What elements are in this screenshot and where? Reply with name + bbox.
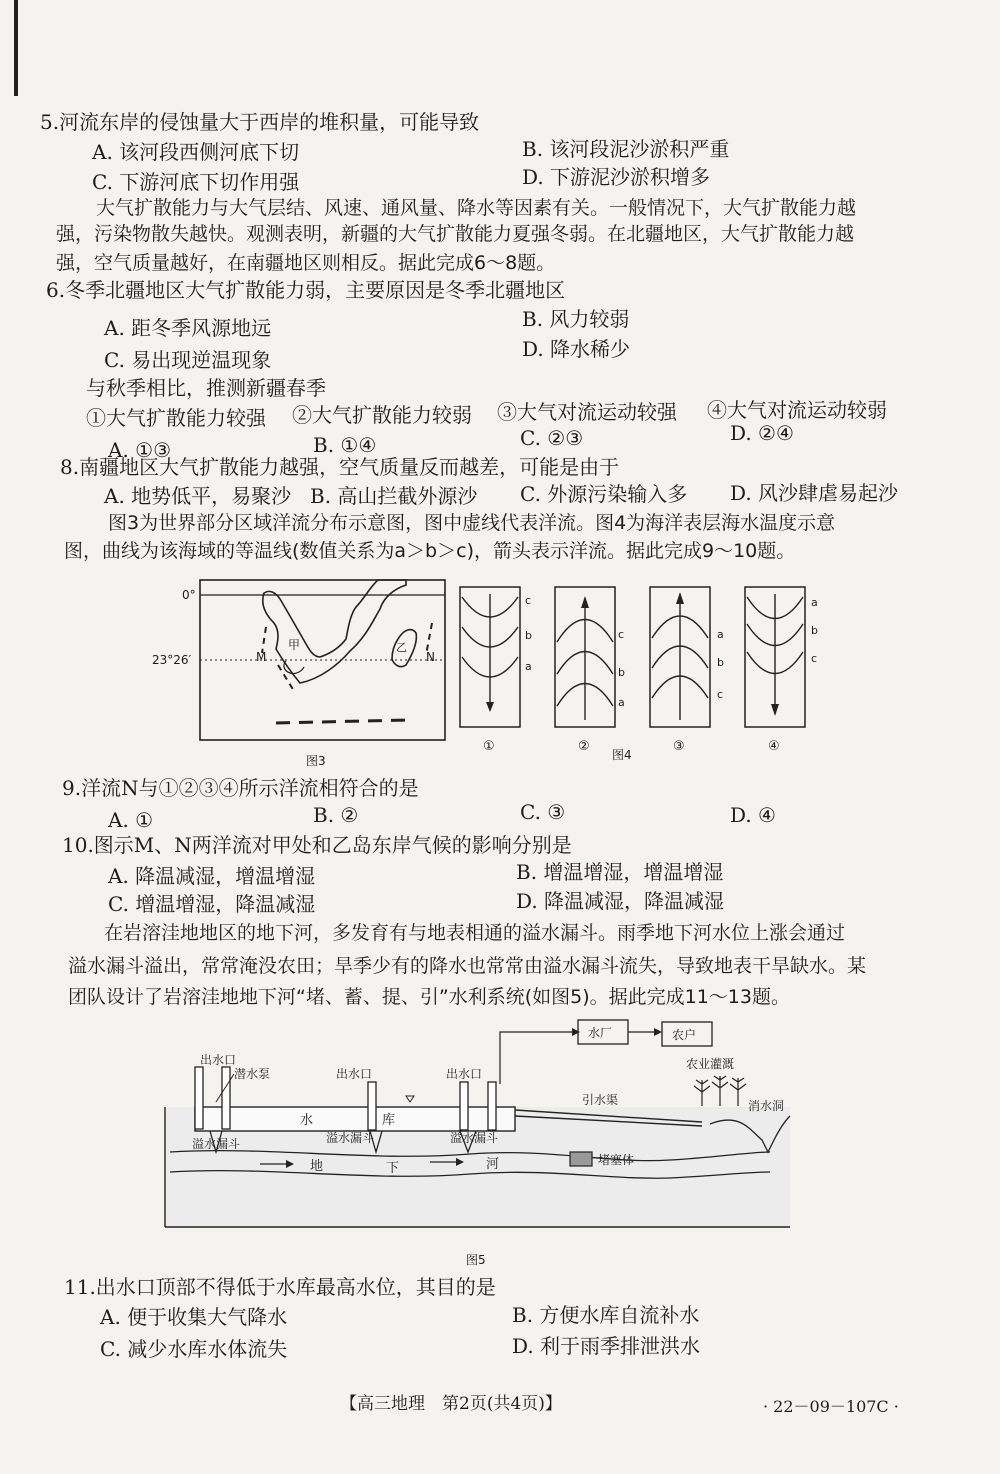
outlet-3-pipe (460, 1082, 468, 1130)
label-n: N (426, 650, 435, 664)
passage3-line3: 团队设计了岩溶洼地地下河“堵、蓄、提、引”水利系统(如图5)。据此完成11～13题。 (68, 986, 790, 1008)
q7-option-a: A. ①③ (108, 438, 172, 462)
q6-option-a: A. 距冬季风源地远 (104, 316, 272, 340)
panel-2-number: ② (578, 739, 590, 754)
q7-option-b: B. ①④ (313, 433, 377, 457)
funnel-1-label: 溢水漏斗 (192, 1137, 241, 1151)
q8-option-a: A. 地势低平，易聚沙 (104, 484, 292, 508)
q7-statement-1: ①大气扩散能力较强 (86, 406, 266, 430)
panel-1-number: ① (483, 739, 495, 754)
lat-0-label: 0° (182, 588, 196, 602)
panel-3-label-b: b (717, 656, 724, 669)
figure-3-caption: 图3 (306, 754, 326, 768)
river-label-1: 地 (310, 1159, 324, 1174)
q6-option-d: D. 降水稀少 (522, 337, 631, 361)
outlet-3-label: 出水口 (446, 1067, 483, 1081)
q11-option-c: C. 减少水库水体流失 (100, 1337, 288, 1361)
q10-option-b: B. 增温增湿，增温增湿 (516, 860, 724, 884)
passage3-line2: 溢水漏斗溢出，常常淹没农田；旱季少有的降水也常常由溢水漏斗流失，导致地表干旱缺水。某 (68, 955, 867, 977)
q7-statement-2: ②大气扩散能力较弱 (292, 403, 472, 427)
q6-option-b: B. 风力较弱 (522, 307, 630, 331)
q5-option-c: C. 下游河底下切作用强 (92, 170, 300, 194)
canal-label: 引水渠 (582, 1093, 619, 1107)
passage2-line2: 图，曲线为该海域的等温线(数值关系为a＞b＞c)，箭头表示洋流。据此完成9～10题。 (64, 540, 796, 562)
river-label-3: 河 (486, 1157, 500, 1172)
panel-3-label-a: a (717, 628, 724, 641)
q5-option-a: A. 该河段西侧河底下切 (92, 140, 300, 164)
footer-code: · 22－09－107C · (763, 1397, 899, 1416)
reservoir-label-2: 库 (382, 1113, 396, 1128)
q10-option-c: C. 增温增湿，降温减湿 (108, 892, 316, 916)
q10-option-a: A. 降温减湿，增温增湿 (108, 864, 316, 888)
q11-option-d: D. 利于雨季排泄洪水 (512, 1334, 701, 1358)
label-jia: 甲 (288, 638, 301, 652)
q9-option-c: C. ③ (520, 800, 566, 824)
q6-stem: 6.冬季北疆地区大气扩散能力弱，主要原因是冬季北疆地区 (46, 278, 566, 302)
figure-4-caption: 图4 (612, 748, 632, 762)
panel-4-number: ④ (768, 739, 780, 754)
q8-stem: 8.南疆地区大气扩散能力越强，空气质量反而越差，可能是由于 (60, 455, 620, 479)
q11-option-a: A. 便于收集大气降水 (100, 1305, 288, 1329)
label-m: M (256, 650, 267, 664)
q7-stem: 与秋季相比，推测新疆春季 (86, 376, 326, 400)
q9-option-b: B. ② (313, 803, 359, 827)
q5-option-b: B. 该河段泥沙淤积严重 (522, 137, 730, 161)
figure-5-diagram (150, 1012, 830, 1272)
block-label: 堵塞体 (598, 1153, 635, 1167)
q8-option-d: D. 风沙肆虐易起沙 (730, 481, 899, 505)
blocking-body (570, 1152, 592, 1166)
outlet-1-pipe (195, 1067, 203, 1129)
margin-mark (14, 0, 18, 96)
q7-option-c: C. ②③ (520, 426, 584, 450)
sink-label: 消水洞 (748, 1099, 785, 1113)
panel-4-label-a: a (811, 596, 818, 609)
pipe-to-plant-head (572, 1028, 580, 1036)
panel-3-label-c: c (717, 688, 724, 701)
plant-to-farm-head (654, 1028, 662, 1036)
q9-option-a: A. ① (108, 808, 154, 832)
outlet-1-label: 出水口 (200, 1053, 237, 1067)
q7-option-d: D. ②④ (730, 421, 794, 445)
panel-4-label-c: c (811, 652, 818, 665)
q10-stem: 10.图示M、N两洋流对甲处和乙岛东岸气候的影响分别是 (62, 833, 572, 857)
figure-3-map (152, 575, 460, 770)
outlet-1b-pipe (222, 1067, 230, 1129)
panel-1-arrow-head (486, 702, 494, 712)
panel-2-label-b: b (618, 666, 625, 679)
outlet-2-pipe (368, 1082, 376, 1130)
panel-2-arrow-head (581, 596, 589, 608)
q6-option-c: C. 易出现逆温现象 (104, 348, 272, 372)
lat-2326-label: 23°26′ (152, 653, 192, 667)
q8-option-c: C. 外源污染输入多 (520, 482, 688, 506)
q7-statement-3: ③大气对流运动较强 (497, 400, 677, 424)
passage1-line1: 大气扩散能力与大气层结、风速、通风量、降水等因素有关。一般情况下，大气扩散能力越 (96, 197, 857, 219)
water-plant-label: 水厂 (588, 1026, 613, 1040)
reservoir-label-1: 水 (300, 1113, 314, 1128)
figure-4-panels (455, 582, 835, 767)
outlet-2-label: 出水口 (336, 1067, 373, 1081)
passage2-line1: 图3为世界部分区域洋流分布示意图，图中虚线代表洋流。图4为海洋表层海水温度示意 (108, 512, 836, 534)
q8-option-b: B. 高山拦截外源沙 (310, 484, 478, 508)
panel-1-label-b: b (525, 629, 532, 642)
q9-stem: 9.洋流N与①②③④所示洋流相符合的是 (62, 776, 419, 800)
footer-title: 【高三地理 第2页(共4页)】 (340, 1394, 562, 1414)
passage1-line3: 强，空气质量越好，在南疆地区则相反。据此完成6～8题。 (56, 252, 556, 274)
panel-2-label-a: a (618, 696, 625, 709)
funnel-2-label: 溢水漏斗 (326, 1131, 375, 1145)
irrigation-label: 农业灌溉 (686, 1057, 735, 1071)
q11-stem: 11.出水口顶部不得低于水库最高水位，其目的是 (64, 1275, 496, 1299)
water-level-mark (406, 1096, 414, 1102)
panel-2-label-c: c (618, 628, 625, 641)
q9-option-d: D. ④ (730, 803, 776, 827)
q10-option-d: D. 降温减湿，降温减湿 (516, 889, 725, 913)
river-label-2: 下 (386, 1161, 400, 1176)
panel-1-label-a: a (525, 660, 532, 673)
panel-3-arrow-head (676, 592, 684, 604)
passage3-line1: 在岩溶洼地地区的地下河，多发育有与地表相通的溢水漏斗。雨季地下河水位上涨会通过 (104, 922, 846, 944)
q5-stem: 5.河流东岸的侵蚀量大于西岸的堆积量，可能导致 (40, 110, 480, 134)
pipe-to-plant (500, 1032, 578, 1084)
q5-option-d: D. 下游泥沙淤积增多 (522, 165, 711, 189)
q11-option-b: B. 方便水库自流补水 (512, 1303, 700, 1327)
panel-4-arrow-head (771, 704, 779, 716)
passage1-line2: 强，污染物散失越快。观测表明，新疆的大气扩散能力夏强冬弱。在北疆地区，大气扩散能力越 (56, 223, 855, 245)
irrigation-plants (694, 1076, 746, 1106)
funnel-3-label: 溢水漏斗 (450, 1131, 499, 1145)
pump-label: 潜水泵 (234, 1067, 271, 1081)
figure-5-caption: 图5 (466, 1253, 486, 1267)
outlet-3b-pipe (488, 1082, 496, 1130)
panel-3-number: ③ (673, 739, 685, 754)
farm-label: 农户 (672, 1028, 697, 1042)
q7-statement-4: ④大气对流运动较弱 (707, 398, 887, 422)
current-m-lower (278, 665, 294, 691)
panel-1-label-c: c (525, 594, 532, 607)
westerly-drift (276, 720, 408, 723)
panel-4-label-b: b (811, 624, 818, 637)
label-yi: 乙 (396, 641, 407, 654)
